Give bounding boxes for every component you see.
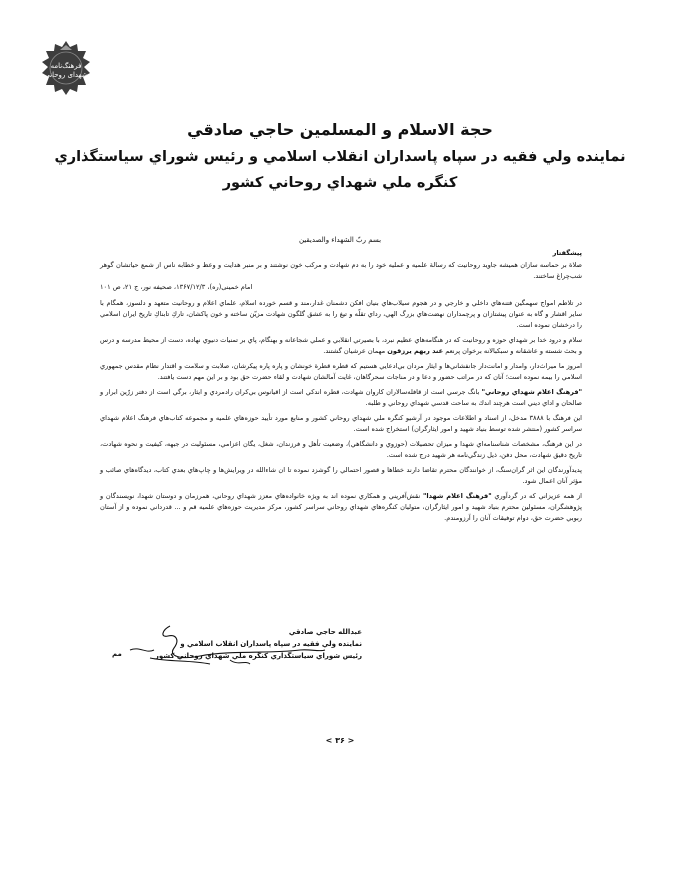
page-subtitle-2: كنگره ملي شهداي روحاني كشور — [222, 175, 458, 191]
paragraph-5 — [100, 413, 582, 435]
quote-citation-row — [100, 282, 582, 293]
paragraph-3 — [100, 361, 582, 383]
foreword-body — [100, 248, 582, 528]
page-header — [40, 118, 640, 194]
paragraph-6 — [100, 439, 582, 461]
foreword-heading: پيشگفتار — [552, 249, 582, 257]
publisher-logo — [40, 40, 92, 96]
paragraph-7-text: پديدآورندگان اين اثر گران‌سنگ، از خوانندگان محترم تقاضا دارند خطاها و قصور احتمالي را گوشزد نموده تا ان شاءالله در ويرايش‌ها و چاپ‌هاي بعدي كتاب، ديدگاه‌هاي صائب و مؤثر آنان اعمال شود. — [100, 466, 582, 485]
page-title: حجة الاسلام و المسلمين حاجي صادقي — [187, 120, 493, 139]
paragraph-1 — [100, 298, 582, 331]
page-number: < ۳۶ > — [325, 736, 355, 745]
signatory-title-1: نماينده ولي فقيه در سپاه پاسداران انقلاب اسلامي و — [180, 640, 362, 648]
logo-text — [40, 62, 92, 80]
signature-mark-text: مم — [112, 650, 122, 658]
paragraph-8-text: از همه عزيزاني كه در گردآوري — [491, 492, 582, 500]
foreword-quote: صلاة بر حماسه سازان هميشه جاويد روحانيت كه رسالة علميه و عمليه خود را به دم شهادت و مركب خون نوشتند و بر منبر هدايت و وعظ و خطابه ناس از شمع حياتشان گوهر شب‌چراغ ساختند. — [100, 261, 582, 280]
paragraph-2-bold: عند ربهم يرزقون — [387, 347, 444, 355]
paragraph-4-bold: "فرهنگ اعلام شهداي روحاني" — [481, 388, 583, 396]
logo-line-2: شهدای روحانی — [44, 71, 88, 79]
paragraph-2-after: مهمان عرشيان گشتند. — [323, 347, 388, 355]
paragraph-4-text: بانگ جرسي است از قافله‌سالاران كاروان شهادت، قطره اندكي است از اقيانوس بي‌كران رادمردي و ايثار، برگي است از دفتر زرّين ابرار و صالحان و اداي ديني است هرچند اندك به ساحت قدسي شهداي روحاني و طلبه. — [100, 388, 582, 407]
basmala: بسم ربّ الشهداء والصديقين — [298, 236, 382, 244]
logo-line-1: فرهنگ‌نامه — [50, 62, 82, 70]
paragraph-3-text: امروز ما ميراث‌دار، وامدار و امانت‌دار جانفشاني‌ها و ايثار مردان بي‌ادعايي هستيم كه قطره قطرة خونشان و پاره پاره پيكرشان، صلابت و سلامت و اقتدار نظام مقدس جمهوري اسلامي را بيمه نموده است؛ آنان كه در مراتب حضور و دعا و در مناجات سحرگاهان، غايت آمالشان شهادت و لقاء حضرت حق بود و بر اين مهم دست يافتند. — [100, 362, 582, 381]
paragraph-8 — [100, 491, 582, 524]
quote-citation: امام خمینی(ره)، ۱۳۶۷/۱۲/۳، صحیفه نور، ج ۲۱، ص ۱۰۱ — [100, 283, 253, 291]
paragraph-6-text: در اين فرهنگ، مشخصات شناسنامه‌اي شهدا و ميزان تحصيلات (حوزوي و دانشگاهي)، وضعيت تأهل و فرزندان، شغل، يگان اعزامي، مسئوليت در جبهه، كيفيت و نحوه شهادت، تاريخ دقيق شهادت، محل دفن، ذيل زندگي‌نامه هر شهيد درج شده است. — [100, 440, 582, 459]
paragraph-8-after: نقش‌آفريني و همكاري نموده اند به ويژه خانواده‌هاي معزز شهداي روحاني، همرزمان و دوستان شهدا، نويسندگان و پژوهشگران، مسئولين محترم بنياد شهيد و امور ايثارگران، متوليان كنگره‌هاي شهداي روحاني سراسر كشور، مركز مديريت حوزه‌هاي علميه قم و ... قدرداني نموده و از آستان ربوبي حضرت حق، دوام توفيقات آنان را آرزومندم. — [100, 492, 582, 522]
paragraph-1-text: در تلاطم امواج سهمگين فتنه‌هاي داخلي و خارجي و در هجوم سيلاب‌هاي بنيان افكن دشمنان غدار،مند و قسم خورده اسلام، علماي اعلام و روحانيت متعهد و دلسوز، همگام با ساير اقشار و گاه به عنوان پيشتازان و پرچمداران نهضت‌هاي بزرگ الهي، رداي تقلّه و تيغ را به عشق گلگون شهادت مزيّن ساخته و خون پاكشان، تاركِ تابناكِ تاريخ ايران اسلامي را درخشان نموده است. — [100, 299, 582, 329]
signature-block — [120, 626, 362, 662]
paragraph-5-text: اين فرهنگ با ٣٨٨٨ مدخل، از اسناد و اطلاعات موجود در آرشيو كنگره ملي شهداي روحاني كشور و منابع مورد تأييد حوزه‌هاي علميه و مجموعه كتاب‌هاي فرهنگ اعلام شهداي سراسر كشور (منتشر شده توسط بنياد شهيد و امور ايثارگران) استخراج شده است. — [100, 414, 583, 433]
signatory-name: عبدالله حاجي صادقي — [288, 628, 362, 636]
paragraph-7 — [100, 465, 582, 487]
paragraph-2-text: سلام و درود خدا بر شهداي حوزه و روحانيت كه در هنگامه‌هاي عظيم نبرد، با بصيرتي انقلابي و عملي شجاعانه و بهنگام، پاي بر تمنيات دنيوي نهاده، دست از محيط مدرسه و درس و بحث شسته و عاشقانه و سبكبالانه برخوان پرنعم — [100, 336, 582, 355]
signatory-title-2: رئيس شوراي سياستگذاري كنگره ملي شهداي روحاني كشور — [154, 652, 362, 660]
page-subtitle: نماينده ولي فقيه در سپاه پاسداران انقلاب اسلامي و رئيس شوراي سياستگذاري — [54, 149, 626, 165]
paragraph-8-bold: "فرهنگ اعلام شهدا" — [422, 492, 492, 500]
paragraph-2 — [100, 335, 582, 357]
paragraph-4 — [100, 387, 582, 409]
